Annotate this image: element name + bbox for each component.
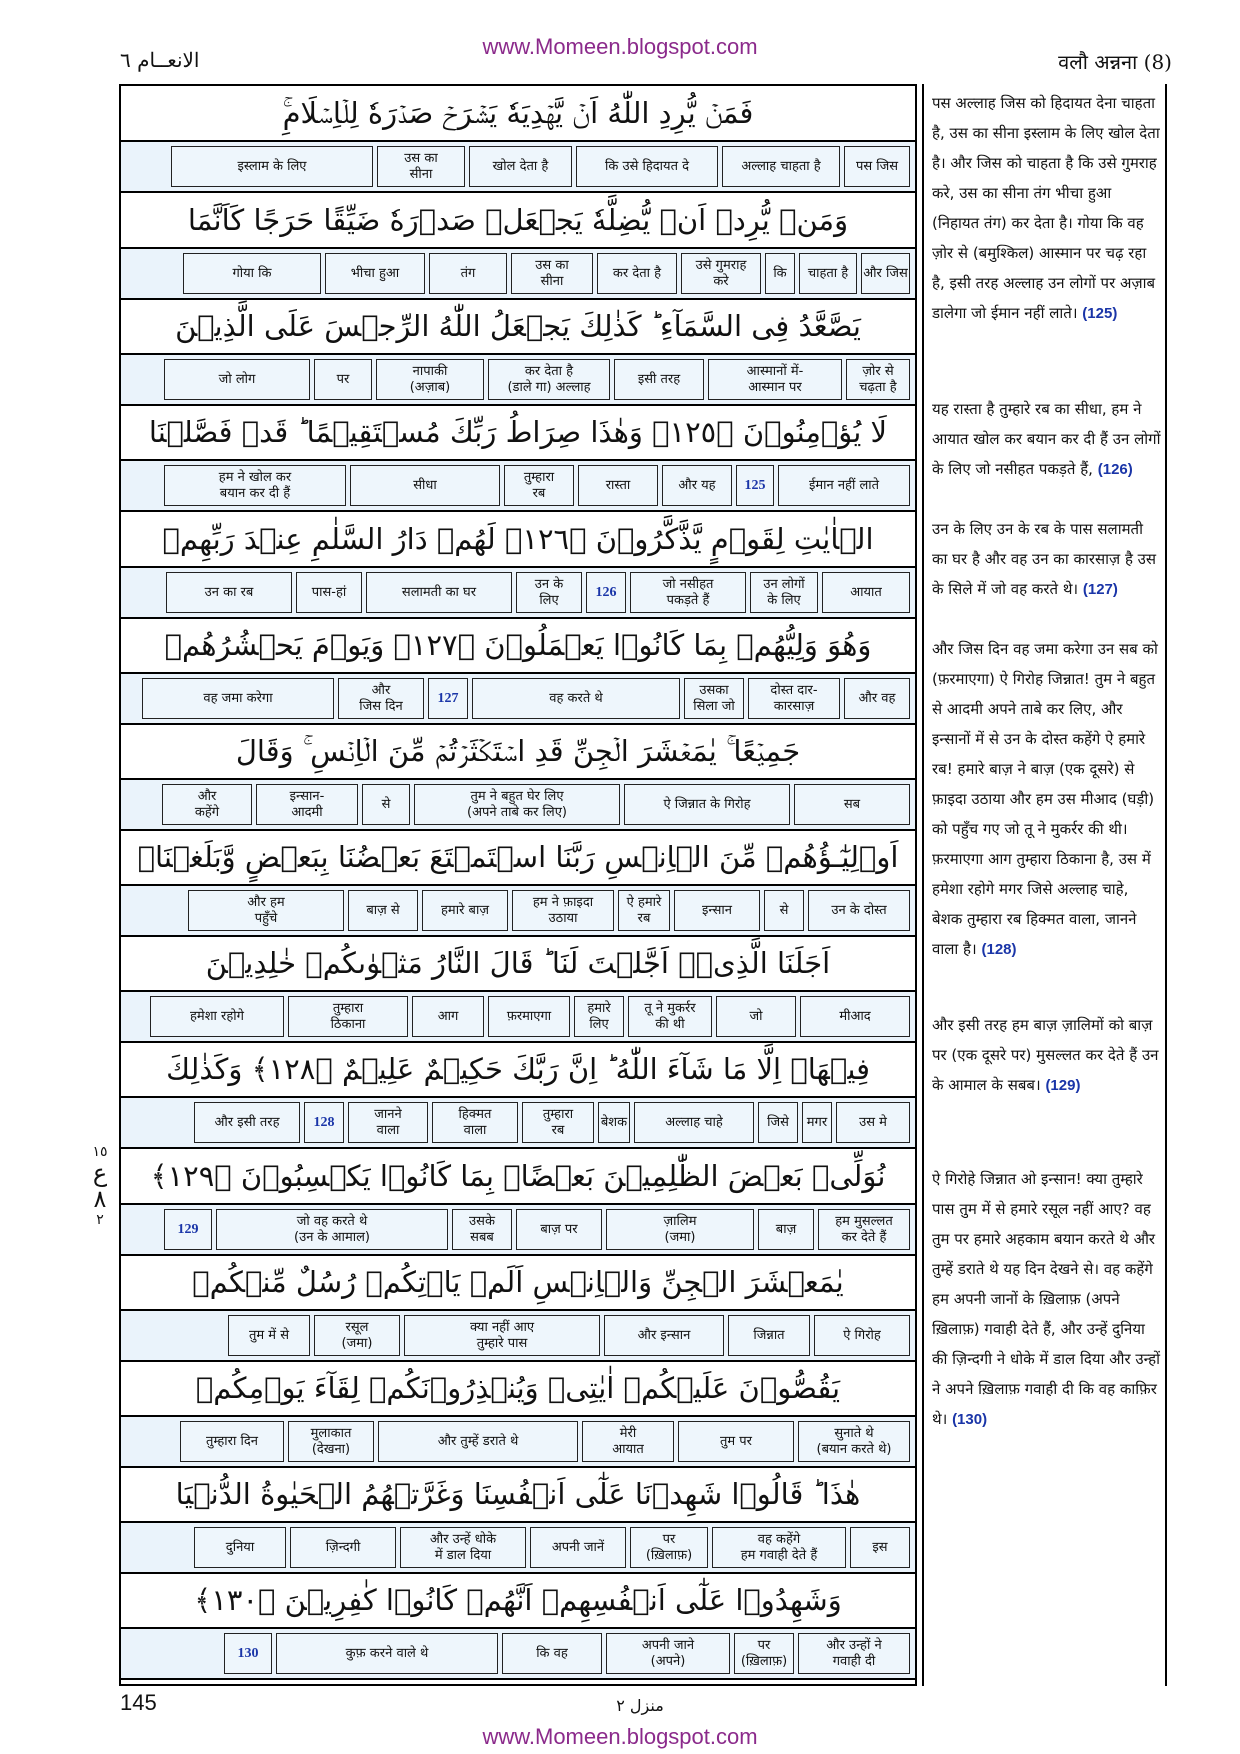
word-meaning-cell: नापाकी (अज़ाब) [376,359,484,400]
word-meaning-cell: अल्लाह चाहे [634,1102,754,1143]
word-meaning-cell: आयात [822,572,910,613]
word-meaning-cell: हमारे लिए [574,996,624,1037]
word-meaning-row [121,992,915,1043]
word-meaning-cell: और उन्हें धोके में डाल दिया [400,1527,526,1568]
word-meaning-row [121,1417,915,1468]
word-meaning-row [121,249,915,300]
word-meaning-cell: उस मे [836,1102,910,1143]
word-meaning-cell: बेशक [598,1102,630,1143]
word-meaning-cell: पास-हां [296,572,362,613]
word-meaning-cell: क्या नहीं आए तुम्हारे पास [404,1315,600,1356]
arabic-verse-line: يَقُصُّوۡنَ عَلَيۡكُمۡ اٰيٰتِىۡ وَيُنۡذِرُوۡنَكُمۡ لِقَآءَ يَوۡمِكُمۡ [121,1361,915,1417]
translation-text: ऐ गिरोहे जिन्नात ओ इन्सान! क्या तुम्हारे पास तुम में से हमारे रसूल नहीं आए? वह तुम पर हमारे अहकाम बयान करते थे और तुम्हें डराते थे यह दिन देखने से। वह कहेंगे हम अपनी जानों के ख़िलाफ़ (अपने ख़िलाफ़) गवाही देते हैं, और उन्हें दुनिया की ज़िन्दगी ने धोके में डाल दिया और उन्हों ने अपने ख़िलाफ़ गवाही दी कि वह काफ़िर थे। [932,1170,1160,1428]
word-meaning-cell: पर [314,359,372,400]
word-meaning-row [121,142,915,193]
word-meaning-cell: ज़ालिम (जमा) [606,1209,754,1250]
verse-number-cell: 129 [164,1209,212,1250]
word-meaning-cell: खोल देता है [469,146,572,187]
word-meaning-row [121,1098,915,1149]
word-meaning-cell: और कहेंगे [162,784,252,825]
word-meaning-cell: तुम्हारा रब [504,465,574,506]
word-meaning-cell: और उन्हों ने गवाही दी [798,1633,910,1674]
arabic-verse-line: يَصَّعَّدُ فِى السَّمَآءِ‌ ؕ كَذٰلِكَ يَجۡعَلُ اللّٰهُ الرِّجۡسَ عَلَى الَّذِيۡنَ [121,299,915,355]
word-meaning-cell: तुम ने बहुत घेर लिए (अपने ताबे कर लिए) [414,784,620,825]
word-meaning-cell: उन के लिए [516,572,582,613]
word-meaning-cell: उसके सबब [452,1209,512,1250]
word-meaning-row [121,1311,915,1362]
word-meaning-row [121,355,915,406]
word-meaning-cell: जिन्नात [728,1315,810,1356]
manzil-label: منزل ٢ [616,1696,664,1715]
arabic-verse-line: يٰمَعۡشَرَ الۡجِنِّ وَالۡاِنۡسِ اَلَمۡ يَاۡتِكُمۡ رُسُلٌ مِّنۡكُمۡ [121,1255,915,1311]
arabic-verse-line: اَوۡلِيٰٓـؤُهُمۡ مِّنَ الۡاِنۡسِ رَبَّنَا اسۡتَمۡتَعَ بَعۡضُنَا بِبَعۡضٍ وَّبَلَغۡنَاۤ [121,830,915,886]
translation-paragraph [932,634,1162,965]
translation-text: और जिस दिन वह जमा करेगा उन सब को (फ़रमाएगा) ऐ गिरोह जिन्नात! तुम ने बहुत से आदमी अपने ताबे कर लिए, और इन्सानों में से उन के दोस्त कहेंगे ऐ हमारे रब! हमारे बाज़ ने बाज़ (एक दूसरे) से फ़ाइदा उठाया और हम उस मीआद (घड़ी) को पहुँच गए जो तू ने मुकर्रर की थी। फ़रमाएगा आग तुम्हारा ठिकाना है, उस में हमेशा रहोगे मगर जिसे अल्लाह चाहे, बेशक तुम्हारा रब हिक्मत वाला, जानने वाला है। [932,640,1158,958]
word-meaning-cell: अपनी जाने (अपने) [606,1633,730,1674]
arabic-verse-line: اَجَلَنَا الَّذِىۡۤ اَجَّلۡتَ لَنَا‌ ؕ قَالَ النَّارُ مَثۡوٰٮكُمۡ خٰلِدِيۡنَ [121,936,915,992]
verse-number-cell: 125 [736,465,774,506]
translation-text: पस अल्लाह जिस को हिदायत देना चाहता है, उस का सीना इस्लाम के लिए खोल देता है। और जिस को चाहता है कि उसे गुमराह करे, उस का सीना तंग भीचा हुआ (निहायत तंग) कर देता है। गोया कि वह ज़ोर से (बमुश्किल) आस्मान पर चढ़ रहा है, इसी तरह अल्लाह उन लोगों पर अज़ाब डालेगा जो ईमान नहीं लाते। [932,94,1160,322]
word-meaning-cell: इन्सान- आदमी [256,784,358,825]
word-meaning-cell: और तुम्हें डराते थे [378,1421,578,1462]
translation-text: और इसी तरह हम बाज़ ज़ालिमों को बाज़ पर (एक दूसरे पर) मुसल्लत कर देते हैं उन के आमाल के सबब। [932,1016,1159,1094]
word-meaning-row [121,568,915,619]
word-meaning-cell: जानने वाला [348,1102,428,1143]
arabic-verse-line: فِيۡهَاۤ اِلَّا مَا شَآءَ اللّٰهُ‌ ؕ اِنَّ رَبَّكَ حَكِيۡمٌ عَلِيۡمٌ ﴿١٢٨﴾ وَكَذٰلِكَ [121,1042,915,1098]
word-meaning-cell: इस [850,1527,910,1568]
word-meaning-cell: मीआद [800,996,910,1037]
arabic-verse-line: فَمَنۡ يُّرِدِ اللّٰهُ اَنۡ يَّهۡدِيَهٗ يَشۡرَحۡ صَدۡرَهٗ لِلۡاِسۡلَامِ‌ۚ [121,86,915,142]
word-meaning-cell: हम मुसल्लत कर देते हैं [818,1209,910,1250]
arabic-verse-line: لَا يُؤۡمِنُوۡنَ ﴿١٢٥﴾ وَهٰذَا صِرَاطُ رَبِّكَ مُسۡتَقِيۡمًا‌ ؕ قَدۡ فَصَّلۡنَا [121,405,915,461]
arabic-verse-line: جَمِيۡعًا‌ ۚ يٰمَعۡشَرَ الۡجِنِّ قَدِ اسۡتَكۡثَرۡتُمۡ مِّنَ الۡاِنۡسِ‌ ۚ وَقَالَ [121,724,915,780]
word-meaning-cell: आस्मानों में- आस्मान पर [708,359,842,400]
word-meaning-cell: हमारे बाज़ [422,890,508,931]
word-meaning-cell: बाज़ से [348,890,418,931]
word-meaning-cell: तू ने मुकर्रर की थी [628,996,712,1037]
translation-text: उन के लिए उन के रब के पास सलामती का घर है और वह उन का कारसाज़ है उस के सिले में जो वह करते थे। [932,520,1157,598]
word-meaning-row [121,1629,915,1680]
word-meaning-cell: उन का रब [166,572,292,613]
word-meaning-cell: रास्ता [578,465,658,506]
word-meaning-cell: ऐ हमारे रब [618,890,670,931]
arabic-verse-line: هٰذَا‌ ؕ قَالُوۡا شَهِدۡنَا عَلٰٓى اَنۡفُسِنَا وَغَرَّتۡهُمُ الۡحَيٰوةُ الدُّنۡيَا [121,1467,915,1523]
word-meaning-cell: और इन्सान [604,1315,724,1356]
word-meaning-cell: उस का सीना [377,146,465,187]
site-url-top[interactable]: www.Momeen.blogspot.com [482,34,758,59]
verse-number: (125) [1082,305,1118,322]
word-meaning-cell: हम ने खोल कर बयान कर दी हैं [164,465,346,506]
word-meaning-cell: और जिस दिन [338,678,424,719]
verse-number-cell: 126 [586,572,626,613]
word-meaning-cell: तुम्हारा रब [522,1102,594,1143]
word-meaning-cell: सब [794,784,910,825]
ruku-marker-bottom: ٢ [96,1212,104,1228]
word-meaning-cell: उसे गुमराह करे [681,253,761,294]
word-meaning-cell: पर (ख़िलाफ़) [630,1527,708,1568]
verse-number-cell: 128 [304,1102,344,1143]
ruku-marker-number: ٨ [93,1185,107,1213]
word-meaning-cell: और यह [662,465,732,506]
word-meaning-cell: इन्सान [674,890,760,931]
word-meaning-cell: गोया कि [183,253,321,294]
verse-number: (129) [1045,1077,1081,1094]
juz-name: वलौ अन्नना (8) [1058,50,1172,74]
word-meaning-cell: बाज़ पर [516,1209,602,1250]
word-meaning-cell: मुलाकात (देखना) [288,1421,374,1462]
translation-paragraph [932,1010,1162,1101]
word-meaning-cell: ईमान नहीं लाते [778,465,910,506]
ruku-marker-symbol: ع [92,1159,108,1187]
word-meaning-cell: ऐ गिरोह [814,1315,910,1356]
word-meaning-cell: ज़ोर से चढ़ता है [846,359,910,400]
word-meaning-cell: सलामती का घर [366,572,512,613]
word-meaning-cell: उन के दोस्त [808,890,910,931]
verse-number-cell: 127 [428,678,468,719]
page-number: 145 [120,1690,157,1715]
arabic-verse-line: نُوَلِّىۡ بَعۡضَ الظّٰلِمِيۡنَ بَعۡضًاۢ بِمَا كَانُوۡا يَكۡسِبُوۡنَ ﴿١٢٩﴾ [121,1149,915,1205]
word-meaning-cell: हिक्मत वाला [432,1102,518,1143]
word-meaning-cell: वह जमा करेगा [142,678,334,719]
word-meaning-cell: तुम पर [678,1421,794,1462]
word-meaning-cell: दुनिया [194,1527,286,1568]
word-meaning-row [121,1205,915,1256]
word-meaning-cell: चाहता है [799,253,857,294]
word-meaning-cell: रसूल (जमा) [314,1315,400,1356]
word-meaning-cell: सीधा [350,465,500,506]
word-meaning-cell: वह कहेंगे हम गवाही देते हैं [712,1527,846,1568]
word-meaning-cell: इस्लाम के लिए [171,146,373,187]
arabic-verse-line: وَهُوَ وَلِيُّهُمۡ بِمَا كَانُوۡا يَعۡمَلُوۡنَ ﴿١٢٧﴾ وَيَوۡمَ يَحۡشُرُهُمۡ [121,618,915,674]
word-meaning-cell: इसी तरह [614,359,704,400]
word-meaning-cell: पर (ख़िलाफ़) [734,1633,794,1674]
verse-number: (127) [1082,581,1118,598]
verse-number: (128) [981,941,1017,958]
translation-paragraph [932,88,1162,329]
surah-name: الانعــام ٦ [120,48,200,72]
word-meaning-cell: अपनी जानें [530,1527,626,1568]
word-meaning-cell: हम ने फ़ाइदा उठाया [512,890,614,931]
translation-paragraph [932,1164,1162,1435]
word-meaning-cell: से [362,784,410,825]
word-meaning-cell: उसका सिला जो [684,678,744,719]
ruku-marker [86,1144,114,1228]
translation-paragraph [932,514,1162,605]
word-meaning-cell: उस का सीना [511,253,593,294]
ruku-marker-top: ١٥ [92,1144,108,1160]
word-meaning-cell: भीचा हुआ [325,253,425,294]
word-meaning-cell: जो वह करते थे (उन के आमाल) [216,1209,448,1250]
word-meaning-cell: वह करते थे [472,678,680,719]
word-meaning-cell: मगर [802,1102,832,1143]
word-meaning-cell: और हम पहुँचे [188,890,344,931]
word-meaning-cell: अल्लाह चाहता है [722,146,840,187]
verse-number-cell: 130 [224,1633,272,1674]
translation-text: यह रास्ता है तुम्हारे रब का सीधा, हम ने आयात खोल कर बयान कर दी हैं उन लोगों के लिए जो नसीहत पकड़ते हैं, [932,400,1161,478]
word-by-word-table [119,84,917,1686]
word-meaning-cell: आग [412,996,484,1037]
word-meaning-cell: मेरी आयात [582,1421,674,1462]
word-meaning-cell: कि उसे हिदायत दे [576,146,718,187]
word-meaning-cell: फ़रमाएगा [488,996,570,1037]
translation-column [922,84,1167,1686]
arabic-verse-line: وَمَنۡ يُّرِدۡ اَنۡ يُّضِلَّهٗ يَجۡعَلۡ صَدۡرَهٗ ضَيِّقًا حَرَجًا كَاَنَّمَا [121,193,915,249]
word-meaning-row [121,886,915,937]
word-meaning-row [121,674,915,725]
word-meaning-cell: तुम में से [228,1315,310,1356]
word-meaning-cell: कि वह [502,1633,602,1674]
word-meaning-cell: कि [765,253,795,294]
word-meaning-row [121,780,915,831]
word-meaning-cell: से [764,890,804,931]
word-meaning-cell: और इसी तरह [194,1102,300,1143]
word-meaning-cell: तुम्हारा दिन [180,1421,284,1462]
word-meaning-cell: कुफ़ करने वाले थे [276,1633,498,1674]
word-meaning-cell: पस जिस [844,146,910,187]
word-meaning-cell: जो लोग [164,359,310,400]
arabic-verse-line: الۡاٰيٰتِ لِقَوۡمٍ يَّذَّكَّرُوۡنَ ﴿١٢٦﴾ لَهُمۡ دَارُ السَّلٰمِ عِنۡدَ رَبِّهِمۡ [121,512,915,568]
word-meaning-cell: कर देता है [597,253,677,294]
word-meaning-cell: सुनाते थे (बयान करते थे) [798,1421,910,1462]
word-meaning-cell: दोस्त दार- कारसाज़ [748,678,840,719]
word-meaning-cell: ऐ जिन्नात के गिरोह [624,784,790,825]
word-meaning-cell: तंग [429,253,507,294]
word-meaning-cell: जो [716,996,796,1037]
word-meaning-cell: और जिस [861,253,910,294]
word-meaning-cell: कर देता है (डाले गा) अल्लाह [488,359,610,400]
site-url-bottom[interactable]: www.Momeen.blogspot.com [482,1724,758,1749]
word-meaning-cell: जो नसीहत पकड़ते हैं [630,572,746,613]
translation-paragraph [932,394,1162,485]
verse-number: (126) [1097,461,1133,478]
word-meaning-row [121,1523,915,1574]
word-meaning-cell: हमेशा रहोगे [150,996,284,1037]
word-meaning-cell: जिसे [758,1102,798,1143]
word-meaning-row [121,461,915,512]
word-meaning-cell: बाज़ [758,1209,814,1250]
word-meaning-cell: और वह [844,678,910,719]
word-meaning-cell: उन लोगों के लिए [750,572,818,613]
arabic-verse-line: وَشَهِدُوۡا عَلٰٓى اَنۡفُسِهِمۡ اَنَّهُمۡ كَانُوۡا كٰفِرِيۡنَ ﴿١٣٠﴾ [121,1573,915,1629]
word-meaning-cell: ज़िन्दगी [290,1527,396,1568]
verse-number: (130) [952,1411,988,1428]
word-meaning-cell: तुम्हारा ठिकाना [288,996,408,1037]
